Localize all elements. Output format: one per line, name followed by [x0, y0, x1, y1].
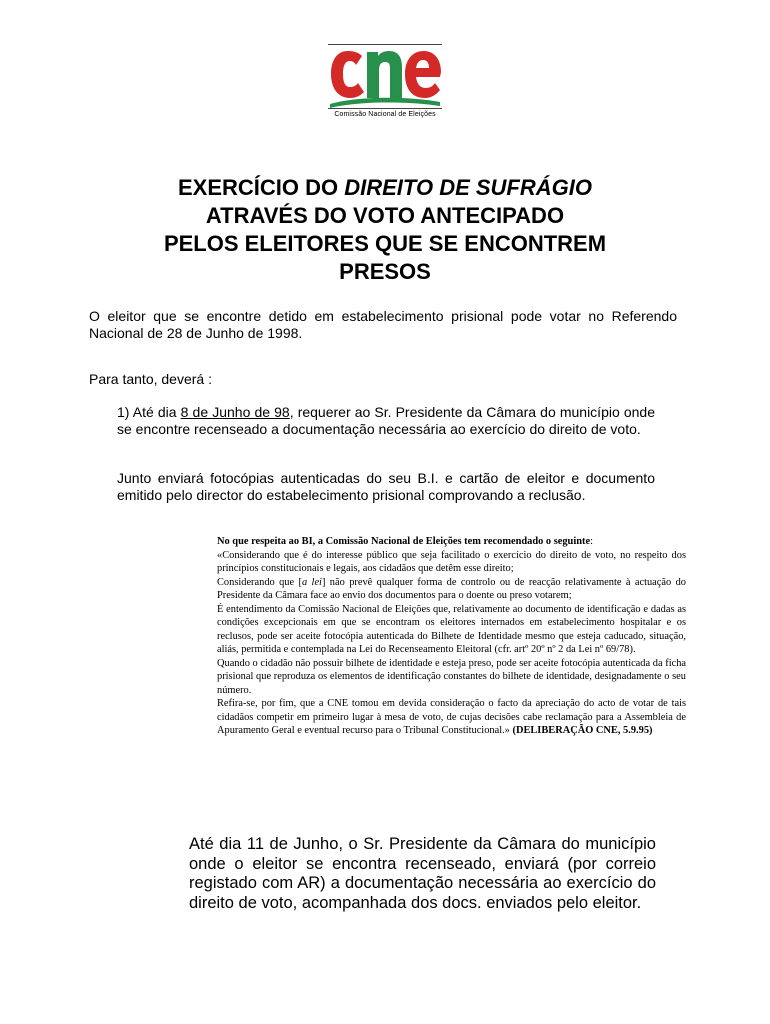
item-1-text: , requerer ao Sr. Presidente da Câmara do município onde se encontre recenseado a documentação necessária ao exercício do direito de voto. [117, 404, 655, 437]
item-1-paragraph [117, 404, 655, 438]
quote-paragraph-4: Quando o cidadão não possuir bilhete de identidade e esteja preso, pode ser aceite fotocópia autenticada da ficha prisional que reproduza os elementos de identificação constantes do bilhete de identidade, designadamente o seu número. [217, 657, 686, 696]
title-line-1-prefix: EXERCÍCIO DO [178, 175, 345, 200]
quote-paragraph-1: «Considerando que é do interesse público que seja facilitado o exercício do direito de voto, no respeito dos princípios constitucionais e legais, aos cidadãos que detêm esse direito; [217, 549, 686, 574]
para-tanto-label: Para tanto, deverá : [89, 371, 212, 387]
quote-heading [217, 535, 686, 549]
document-title [80, 174, 690, 286]
quote-paragraph-2 [217, 576, 686, 603]
cne-logo-mark [328, 46, 442, 110]
quote-p5-text: Refira-se, por fim, que a CNE tomou em devida consideração o facto da apreciação do acto de votar de tais cidadãos competir em primeiro lugar à mesa de voto, de cujas decisões cabe reclamação para a Assembleia de Apuramento Geral e eventual recurso para o Tribunal Constitucional.» [217, 698, 686, 736]
quote-p2-after: ] não prevê qualquer forma de controlo ou de reacção relativamente à actuação do Presidente da Câmara face ao envio dos documentos para o doente ou preso votarem; [217, 576, 686, 601]
logo-bottom-rule [328, 108, 442, 109]
title-line-4: PRESOS [339, 259, 431, 284]
logo-caption: Comissão Nacional de Eleições [334, 111, 436, 118]
title-line-2: ATRAVÉS DO VOTO ANTECIPADO [205, 203, 565, 228]
intro-paragraph: O eleitor que se encontre detido em estabelecimento prisional pode votar no Referendo Nacional de 28 de Junho de 1998. [89, 308, 677, 341]
title-line-3: PELOS ELEITORES QUE SE ENCONTREM [163, 231, 607, 256]
title-line-1 [80, 174, 690, 202]
final-paragraph: Até dia 11 de Junho, o Sr. Presidente da Câmara do município onde o eleitor se encontra recenseado, enviará (por correio registado com AR) a documentação necessária ao exercício do direito de voto, acompanhada dos docs. enviados pelo eleitor. [189, 835, 656, 912]
quote-p2-before: Considerando que [ [217, 576, 302, 588]
quote-citation: (DELIBERAÇÃO CNE, 5.9.95) [512, 725, 653, 736]
quote-p2-italic: a lei [301, 576, 322, 588]
cne-logo [328, 44, 442, 122]
cne-deliberation-quote [217, 535, 686, 738]
title-line-1-italic: DIREITO DE SUFRÁGIO [344, 175, 592, 200]
junto-paragraph: Junto enviará fotocópias autenticadas do seu B.I. e cartão de eleitor e documento emitido pelo director do estabelecimento prisional comprovando a reclusão. [117, 470, 655, 503]
quote-paragraph-5 [217, 697, 686, 738]
quote-heading-text: No que respeita ao BI, a Comissão Nacional de Eleições tem recomendado o seguinte [217, 536, 591, 547]
logo-top-rule [328, 44, 442, 45]
quote-paragraph-3: É entendimento da Comissão Nacional de Eleições que, relativamente ao documento de identificação e dadas as condições excepcionais em que se encontram os eleitores internados em estabelecimento hospitalar e os reclusos, pode ser aceite fotocópia autenticada do Bilhete de Identidade mesmo que esteja caducado, situação, aliás, permitida e contemplada na Lei do Recenseamento Eleitoral (cfr. artº 20º nº 2 da Lei nº 69/78). [217, 603, 686, 655]
item-1-prefix: 1) Até dia [117, 404, 181, 420]
quote-heading-colon: : [590, 536, 593, 547]
item-1-deadline-date: 8 de Junho de 98 [180, 404, 290, 420]
